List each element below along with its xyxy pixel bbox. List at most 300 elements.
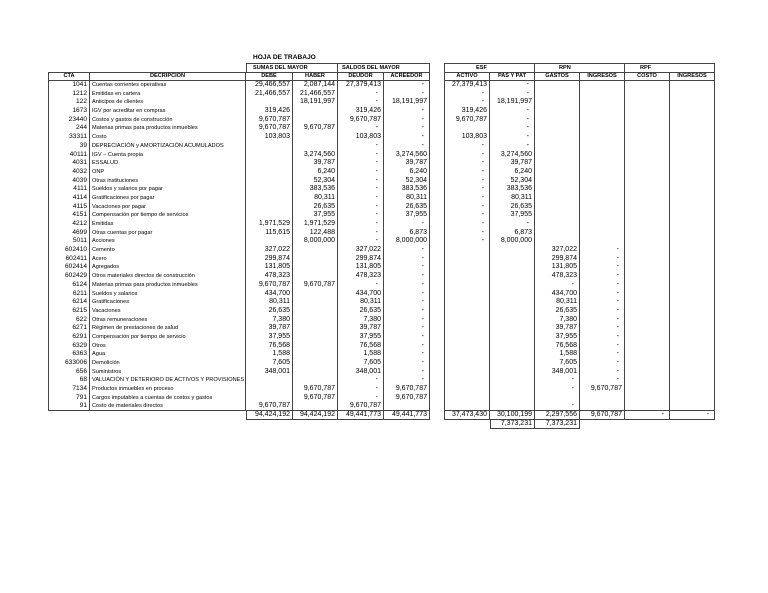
spacer: [430, 124, 444, 133]
gastos-total: 7,373,231: [535, 420, 580, 429]
ingresos-rpn-cell: [580, 81, 625, 90]
spacer: [430, 350, 444, 359]
spacer: [430, 281, 444, 290]
acreedor-cell: -: [384, 368, 430, 377]
costo-cell: [625, 211, 670, 220]
acreedor-cell: -: [384, 359, 430, 368]
costo-cell: [625, 394, 670, 403]
totals-row: [48, 411, 715, 420]
table-row: [48, 185, 715, 194]
haber-cell: 3,274,560: [293, 151, 338, 160]
pas-y-pat-cell: [490, 350, 535, 359]
table-totals: [48, 411, 715, 428]
activo-cell: [444, 307, 490, 316]
table-row: [48, 255, 715, 264]
ingresos-rpf-cell: [670, 194, 715, 203]
pas-y-pat-cell: [490, 263, 535, 272]
activo-cell: -: [444, 220, 490, 229]
acreedor-cell: -: [384, 350, 430, 359]
spacer: [430, 255, 444, 264]
ingresos-rpf-cell: [670, 133, 715, 142]
table-row: [48, 151, 715, 160]
acreedor-cell: -: [384, 376, 430, 385]
acreedor-cell: -: [384, 263, 430, 272]
deudor-cell: -: [338, 124, 384, 133]
debe-total: 94,424,192: [246, 411, 293, 420]
activo-cell: -: [444, 90, 490, 99]
costo-total: [625, 420, 670, 429]
spacer: [430, 81, 444, 90]
deudor-cell: 39,787: [338, 324, 384, 333]
account-description: Cuentas corrientes operativas: [90, 81, 246, 90]
ingresos-rpn-cell: [580, 142, 625, 151]
debe-cell: 29,466,557: [246, 81, 293, 90]
debe-cell: 299,874: [246, 255, 293, 264]
account-code: 33311: [48, 133, 90, 142]
account-description: Gratificaciones: [90, 298, 246, 307]
deudor-cell: -: [338, 142, 384, 151]
deudor-cell: 327,022: [338, 246, 384, 255]
spacer: [430, 333, 444, 342]
haber-cell: [293, 298, 338, 307]
haber-total: 94,424,192: [293, 411, 338, 420]
haber-cell: 37,955: [293, 211, 338, 220]
activo-cell: [444, 263, 490, 272]
account-code: 602414: [48, 263, 90, 272]
gastos-cell: [535, 168, 580, 177]
table-row: [48, 142, 715, 151]
haber-cell: 383,536: [293, 185, 338, 194]
ingresos-rpf-cell: [670, 159, 715, 168]
deudor-cell: 27,379,413: [338, 81, 384, 90]
activo-cell: [444, 324, 490, 333]
account-code: 602429: [48, 272, 90, 281]
group-rpf: RPF: [625, 63, 715, 72]
account-description: Anticipos de clientes: [90, 98, 246, 107]
gastos-cell: [535, 211, 580, 220]
account-code: 4151: [48, 211, 90, 220]
pas-y-pat-cell: [490, 316, 535, 325]
table-row: [48, 124, 715, 133]
haber-cell: [293, 116, 338, 125]
acreedor-total: 49,441,773: [384, 411, 430, 420]
ingresos-rpn-cell: -: [580, 316, 625, 325]
spacer: [430, 394, 444, 403]
spacer: [430, 63, 444, 72]
account-code: 4039: [48, 177, 90, 186]
acreedor-cell: 383,536: [384, 185, 430, 194]
table-row: [48, 376, 715, 385]
account-description: Acciones: [90, 237, 246, 246]
account-description: Emitidas: [90, 220, 246, 229]
table-row: [48, 333, 715, 342]
table-row: [48, 342, 715, 351]
account-description: Agua: [90, 350, 246, 359]
account-description: Materias primas para productos inmuebles: [90, 281, 246, 290]
haber-cell: 9,670,787: [293, 124, 338, 133]
gastos-cell: -: [535, 376, 580, 385]
acreedor-cell: -: [384, 220, 430, 229]
spacer: [430, 220, 444, 229]
account-description: IGV – Cuenta propia: [90, 151, 246, 160]
haber-cell: [293, 333, 338, 342]
debe-cell: 434,700: [246, 290, 293, 299]
deudor-cell: -: [338, 90, 384, 99]
spacer: [430, 151, 444, 160]
ingresos-rpf-cell: [670, 203, 715, 212]
deudor-cell: 9,670,787: [338, 116, 384, 125]
ingresos-rpn-cell: -: [580, 368, 625, 377]
haber-cell: [293, 255, 338, 264]
costo-cell: [625, 237, 670, 246]
ingresos-rpn-cell: [580, 394, 625, 403]
ingresos-rpn-cell: [580, 107, 625, 116]
ingresos-rpf-cell: [670, 107, 715, 116]
ingresos-rpn-cell: -: [580, 290, 625, 299]
deudor-cell: 478,323: [338, 272, 384, 281]
costo-cell: [625, 333, 670, 342]
spacer: [430, 359, 444, 368]
table-row: [48, 385, 715, 394]
ingresos-rpf-cell: [670, 324, 715, 333]
pas-y-pat-cell: [490, 281, 535, 290]
spacer: [430, 194, 444, 203]
acreedor-total: [384, 420, 430, 429]
account-description: Vacaciones: [90, 307, 246, 316]
gastos-cell: [535, 203, 580, 212]
pas-y-pat-cell: [490, 307, 535, 316]
header-pas-y-pat: PAS Y PAT: [490, 72, 535, 81]
spacer: [430, 237, 444, 246]
pas-y-pat-cell: 8,000,000: [490, 237, 535, 246]
account-code: 6271: [48, 324, 90, 333]
acreedor-cell: -: [384, 124, 430, 133]
deudor-cell: 80,311: [338, 298, 384, 307]
costo-cell: [625, 246, 670, 255]
ingresos-rpn-cell: 9,670,787: [580, 385, 625, 394]
spacer: [430, 376, 444, 385]
haber-cell: [293, 246, 338, 255]
gastos-cell: [535, 220, 580, 229]
header-descripcion: DECRIPCION: [90, 72, 246, 81]
acreedor-cell: 9,670,787: [384, 394, 430, 403]
gastos-cell: [535, 81, 580, 90]
account-code: 602410: [48, 246, 90, 255]
ingresos-rpn-cell: [580, 90, 625, 99]
totals-blank: [48, 411, 90, 420]
activo-cell: -: [444, 203, 490, 212]
ingresos-rpn-cell: -: [580, 333, 625, 342]
costo-cell: [625, 402, 670, 411]
ingresos-rpf-cell: [670, 290, 715, 299]
haber-cell: 2,087,144: [293, 81, 338, 90]
group-header-blank: [48, 63, 246, 72]
ingresos-rpn-total: [580, 420, 625, 429]
deudor-cell: -: [338, 151, 384, 160]
activo-cell: [444, 376, 490, 385]
header-cta: CTA: [48, 72, 90, 81]
account-description: Costo: [90, 133, 246, 142]
haber-cell: 9,670,787: [293, 281, 338, 290]
acreedor-cell: -: [384, 81, 430, 90]
acreedor-cell: -: [384, 246, 430, 255]
acreedor-cell: 26,635: [384, 203, 430, 212]
deudor-cell: -: [338, 220, 384, 229]
gastos-cell: [535, 229, 580, 238]
haber-cell: 52,304: [293, 177, 338, 186]
debe-cell: [246, 394, 293, 403]
pas-y-pat-cell: [490, 290, 535, 299]
costo-cell: [625, 98, 670, 107]
haber-cell: 1,971,529: [293, 220, 338, 229]
account-description: Agregados: [90, 263, 246, 272]
debe-cell: 478,323: [246, 272, 293, 281]
costo-cell: [625, 177, 670, 186]
costo-cell: [625, 203, 670, 212]
gastos-cell: 348,001: [535, 368, 580, 377]
account-code: 23440: [48, 116, 90, 125]
spacer: [430, 98, 444, 107]
haber-total: [293, 420, 338, 429]
pas-y-pat-cell: 52,304: [490, 177, 535, 186]
account-code: 4031: [48, 159, 90, 168]
account-description: DEPRECIACIÓN y AMORTIZACIÓN ACUMULADOS: [90, 142, 246, 151]
spacer: [430, 246, 444, 255]
deudor-cell: -: [338, 177, 384, 186]
pas-y-pat-cell: [490, 368, 535, 377]
debe-cell: 1,971,529: [246, 220, 293, 229]
ingresos-rpn-cell: [580, 168, 625, 177]
debe-cell: [246, 203, 293, 212]
costo-cell: [625, 316, 670, 325]
ingresos-rpf-cell: [670, 402, 715, 411]
account-description: ESSALUD: [90, 159, 246, 168]
account-code: 791: [48, 394, 90, 403]
deudor-cell: -: [338, 194, 384, 203]
ingresos-rpn-total: 9,670,787: [580, 411, 625, 420]
table-row: [48, 263, 715, 272]
ingresos-rpf-cell: [670, 211, 715, 220]
debe-cell: [246, 237, 293, 246]
account-description: Sueldos y salarios por pagar: [90, 185, 246, 194]
acreedor-cell: 9,670,787: [384, 385, 430, 394]
spacer: [430, 324, 444, 333]
acreedor-cell: 52,304: [384, 177, 430, 186]
ingresos-rpf-cell: [670, 394, 715, 403]
ingresos-rpf-cell: [670, 376, 715, 385]
table-row: [48, 307, 715, 316]
ingresos-rpn-cell: [580, 203, 625, 212]
ingresos-rpn-cell: -: [580, 298, 625, 307]
haber-cell: [293, 342, 338, 351]
debe-cell: 327,022: [246, 246, 293, 255]
pas-y-pat-cell: [490, 385, 535, 394]
costo-cell: [625, 220, 670, 229]
haber-cell: [293, 376, 338, 385]
spacer: [430, 168, 444, 177]
gastos-cell: [535, 194, 580, 203]
spacer: [430, 159, 444, 168]
activo-cell: [444, 281, 490, 290]
gastos-cell: 39,787: [535, 324, 580, 333]
haber-cell: [293, 324, 338, 333]
account-code: 622: [48, 316, 90, 325]
account-description: Productos inmuebles en proceso: [90, 385, 246, 394]
debe-cell: [246, 194, 293, 203]
ingresos-rpf-total: -: [670, 411, 715, 420]
haber-cell: [293, 316, 338, 325]
activo-cell: -: [444, 177, 490, 186]
table-row: [48, 324, 715, 333]
activo-cell: [444, 124, 490, 133]
acreedor-cell: 6,240: [384, 168, 430, 177]
debe-cell: [246, 151, 293, 160]
debe-cell: 9,670,787: [246, 116, 293, 125]
activo-cell: [444, 368, 490, 377]
ingresos-rpf-cell: [670, 333, 715, 342]
ingresos-rpf-total: [670, 420, 715, 429]
pas-y-pat-cell: 26,635: [490, 203, 535, 212]
debe-cell: 39,787: [246, 324, 293, 333]
ingresos-rpf-cell: [670, 168, 715, 177]
table-row: [48, 316, 715, 325]
activo-cell: [444, 394, 490, 403]
account-description: Acero: [90, 255, 246, 264]
account-code: 6329: [48, 342, 90, 351]
costo-cell: [625, 229, 670, 238]
table-row: [48, 133, 715, 142]
haber-cell: [293, 359, 338, 368]
acreedor-cell: -: [384, 272, 430, 281]
ingresos-rpn-cell: -: [580, 272, 625, 281]
costo-cell: [625, 151, 670, 160]
acreedor-cell: -: [384, 324, 430, 333]
deudor-cell: 9,670,787: [338, 402, 384, 411]
header-deudor: DEUDOR: [338, 72, 384, 81]
sheet-title: HOJA DE TRABAJO: [253, 54, 316, 61]
costo-cell: [625, 324, 670, 333]
costo-cell: [625, 263, 670, 272]
gastos-cell: 80,311: [535, 298, 580, 307]
deudor-cell: 299,874: [338, 255, 384, 264]
header-ingresos-rpf: INGRESOS: [670, 72, 715, 81]
costo-cell: [625, 159, 670, 168]
account-description: Cemento: [90, 246, 246, 255]
ingresos-rpn-cell: -: [580, 342, 625, 351]
table-row: [48, 394, 715, 403]
account-code: 4114: [48, 194, 90, 203]
pas-y-pat-cell: [490, 342, 535, 351]
acreedor-cell: -: [384, 90, 430, 99]
debe-cell: 7,605: [246, 359, 293, 368]
acreedor-cell: -: [384, 133, 430, 142]
costo-cell: [625, 281, 670, 290]
spacer: [430, 90, 444, 99]
ingresos-rpf-cell: [670, 350, 715, 359]
spacer: [430, 307, 444, 316]
costo-cell: [625, 168, 670, 177]
acreedor-cell: -: [384, 281, 430, 290]
activo-cell: -: [444, 151, 490, 160]
haber-cell: [293, 350, 338, 359]
gastos-cell: 26,635: [535, 307, 580, 316]
activo-cell: [444, 316, 490, 325]
gastos-cell: 434,700: [535, 290, 580, 299]
account-code: 1212: [48, 90, 90, 99]
activo-cell: 103,803: [444, 133, 490, 142]
pas-y-pat-total: 30,100,199: [490, 411, 535, 420]
debe-total: [246, 420, 293, 429]
ingresos-rpn-cell: -: [580, 324, 625, 333]
header-gastos: GASTOS: [535, 72, 580, 81]
gastos-cell: [535, 177, 580, 186]
ingresos-rpn-cell: [580, 177, 625, 186]
acreedor-cell: 39,787: [384, 159, 430, 168]
debe-cell: 80,311: [246, 298, 293, 307]
account-code: 68: [48, 376, 90, 385]
gastos-cell: [535, 98, 580, 107]
group-esf: ESF: [444, 63, 535, 72]
account-code: 91: [48, 402, 90, 411]
debe-cell: [246, 177, 293, 186]
account-code: 244: [48, 124, 90, 133]
spacer: [430, 298, 444, 307]
ingresos-rpn-cell: -: [580, 263, 625, 272]
activo-cell: -: [444, 194, 490, 203]
deudor-cell: -: [338, 385, 384, 394]
pas-y-pat-cell: -: [490, 116, 535, 125]
account-code: 602411: [48, 255, 90, 264]
header-ingresos-rpn: INGRESOS: [580, 72, 625, 81]
haber-cell: [293, 107, 338, 116]
pas-y-pat-cell: -: [490, 133, 535, 142]
account-description: Otros materiales directos de construcción: [90, 272, 246, 281]
deudor-cell: -: [338, 281, 384, 290]
activo-cell: 9,670,787: [444, 116, 490, 125]
deudor-cell: 319,426: [338, 107, 384, 116]
haber-cell: [293, 133, 338, 142]
account-code: 4032: [48, 168, 90, 177]
gastos-cell: 299,874: [535, 255, 580, 264]
spacer: [430, 402, 444, 411]
debe-cell: [246, 185, 293, 194]
deudor-cell: -: [338, 185, 384, 194]
acreedor-cell: -: [384, 342, 430, 351]
group-saldos-del-mayor: SALDOS DEL MAYOR: [338, 63, 430, 72]
table-row: [48, 229, 715, 238]
deudor-cell: 7,380: [338, 316, 384, 325]
deudor-cell: -: [338, 168, 384, 177]
haber-cell: [293, 290, 338, 299]
ingresos-rpn-cell: [580, 116, 625, 125]
haber-cell: 8,000,000: [293, 237, 338, 246]
deudor-cell: 37,955: [338, 333, 384, 342]
activo-cell: -: [444, 237, 490, 246]
haber-cell: 21,466,557: [293, 90, 338, 99]
deudor-cell: 348,001: [338, 368, 384, 377]
spacer: [430, 316, 444, 325]
activo-cell: -: [444, 98, 490, 107]
deudor-cell: -: [338, 376, 384, 385]
activo-cell: [444, 350, 490, 359]
ingresos-rpf-cell: [670, 220, 715, 229]
account-code: 6363: [48, 350, 90, 359]
ingresos-rpf-cell: [670, 81, 715, 90]
pas-y-pat-cell: [490, 376, 535, 385]
spacer: [430, 290, 444, 299]
worksheet-table: [48, 63, 715, 429]
ingresos-rpn-cell: [580, 185, 625, 194]
